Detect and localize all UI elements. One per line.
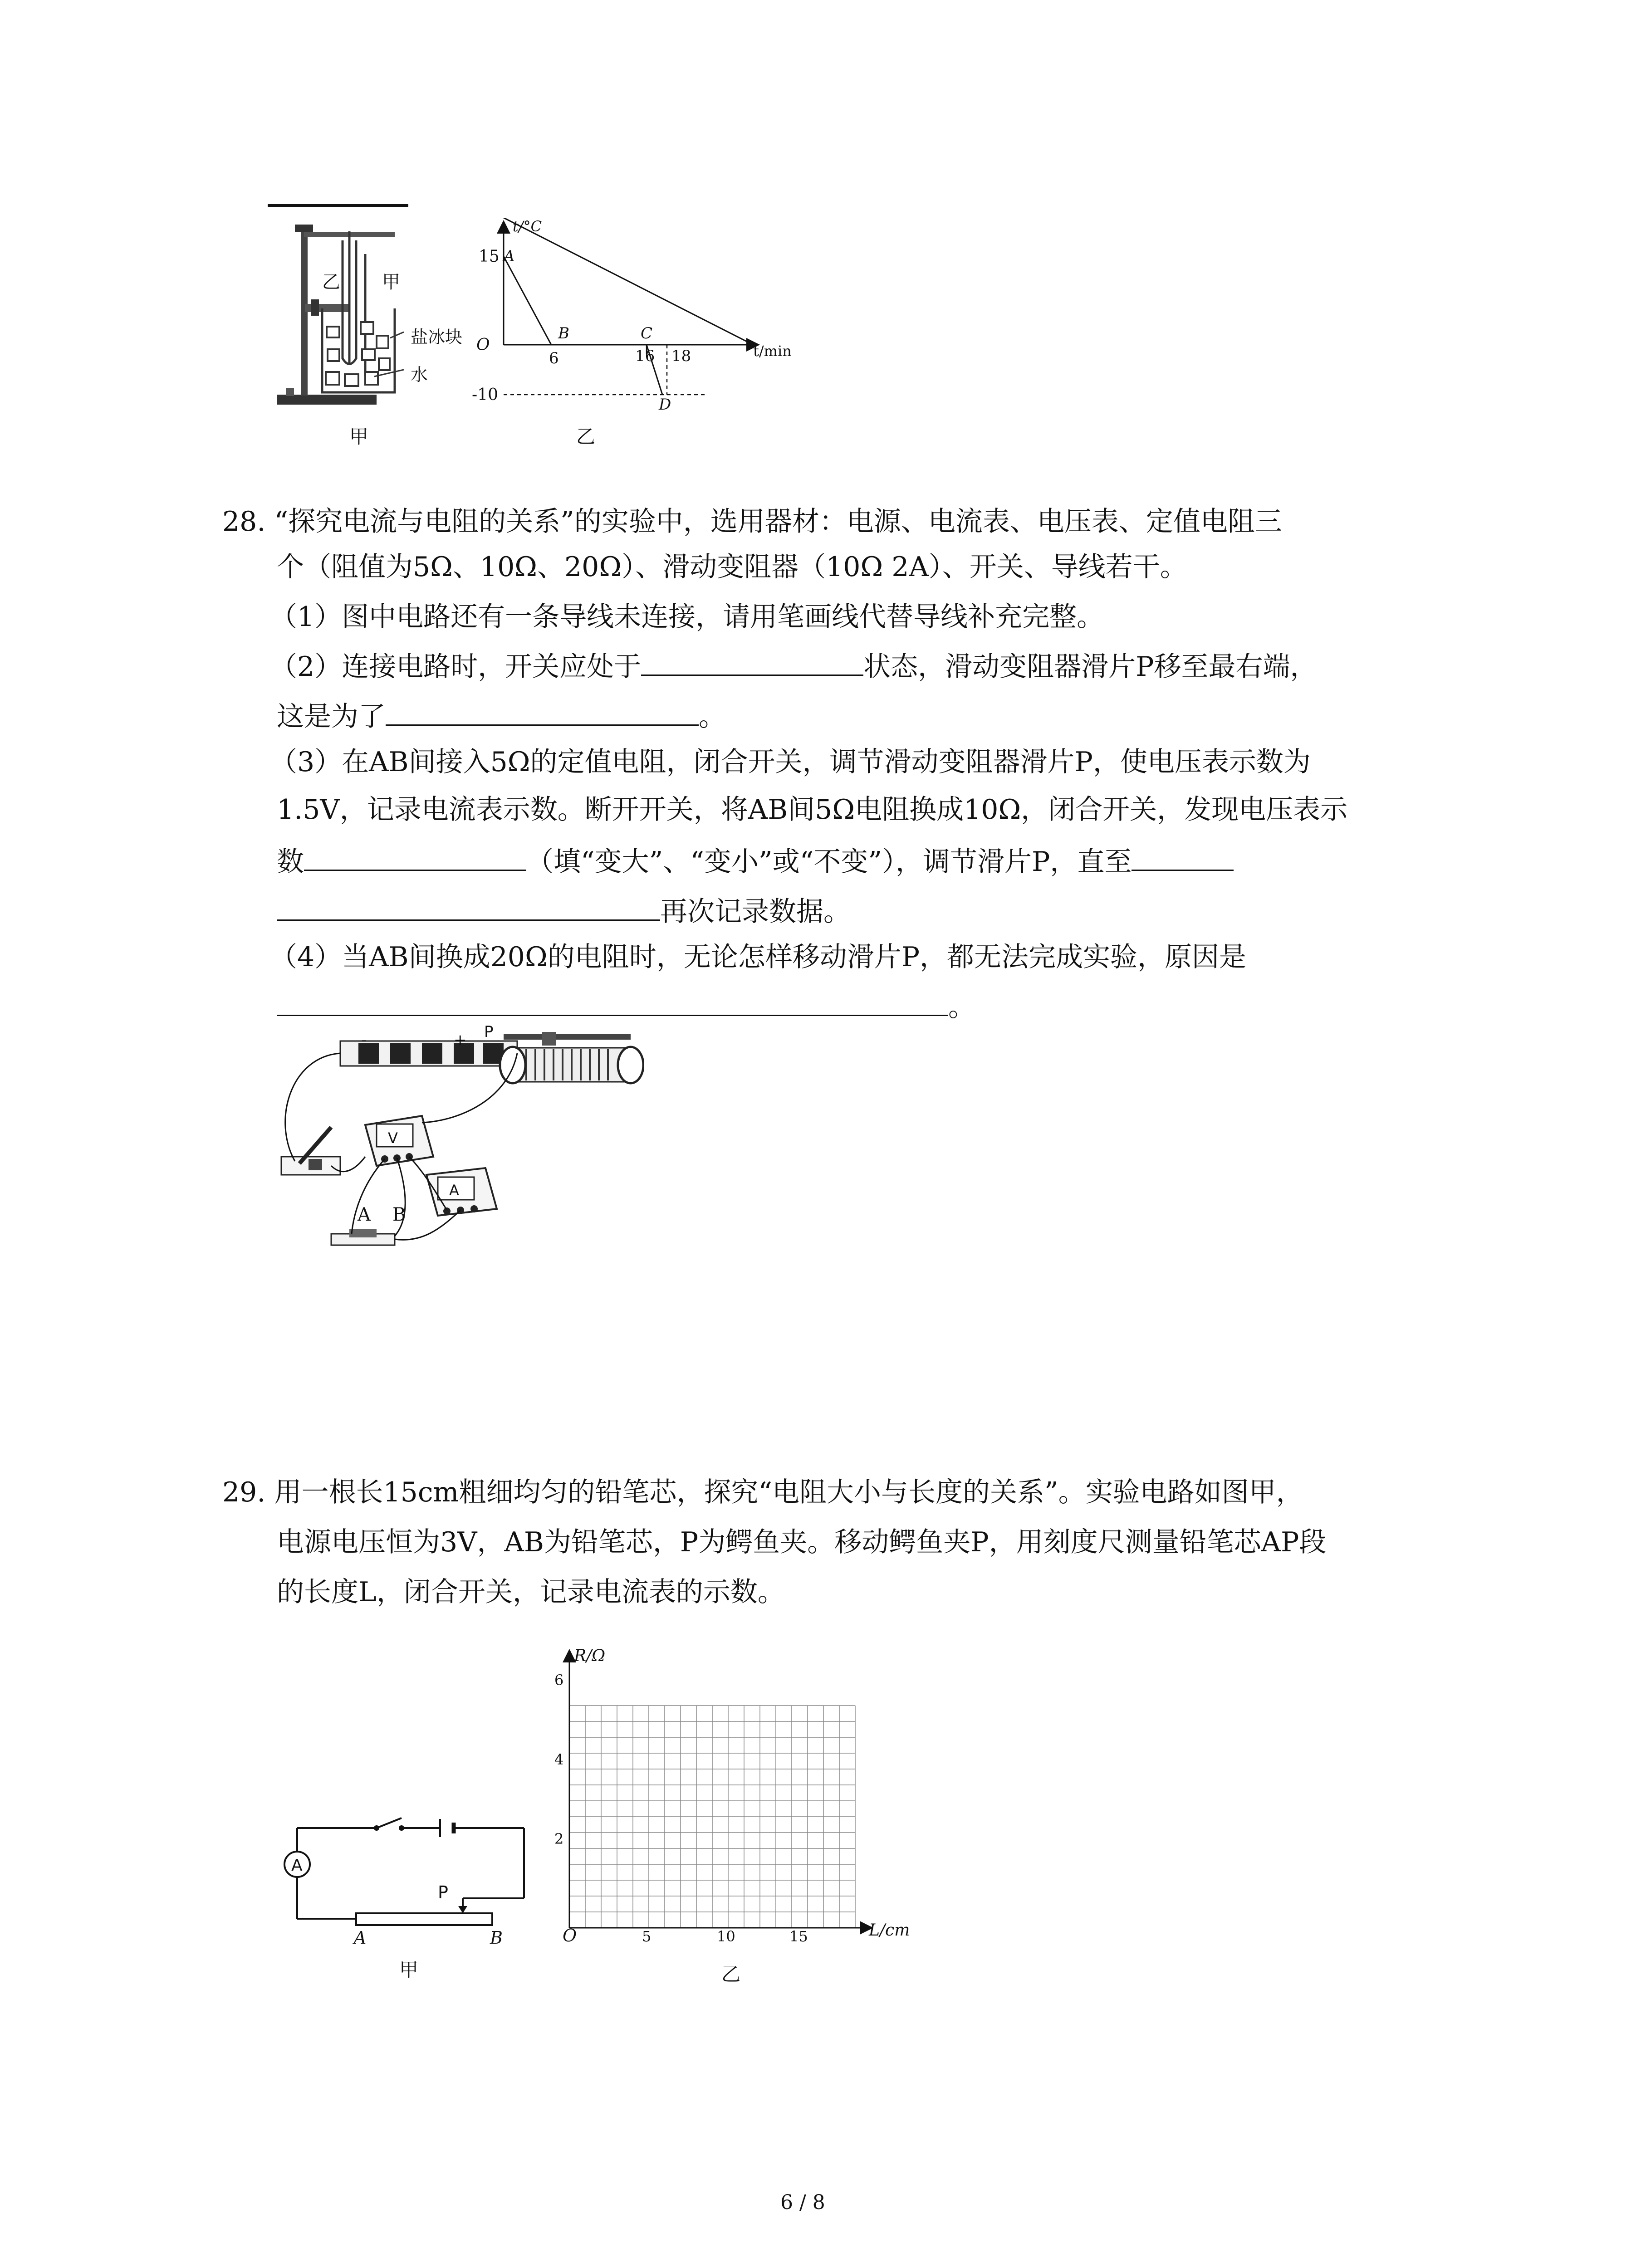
q29-circuit-figure	[272, 1810, 544, 1960]
q29-y-tick-6: 6	[554, 1672, 564, 1689]
terminal-B-label: B	[392, 1204, 406, 1225]
q28-part-3-line-1: （3）在AB间接入5Ω的定值电阻，闭合开关，调节滑动变阻器滑片P，使电压表示数为	[270, 746, 1311, 778]
q28-stem-line-1: 28. “探究电流与电阻的关系”的实验中，选用器材：电源、电流表、电压表、定值电阻三	[222, 506, 1282, 538]
point-B-label: B	[558, 324, 569, 342]
y-axis-label: t/°C	[513, 218, 542, 235]
q28-part-1: （1）图中电路还有一条导线未连接，请用笔画线代替导线补充完整。	[270, 601, 1104, 633]
page-number: 6 / 8	[780, 2191, 825, 2214]
q29-line-2: 电源电压恒为3V，AB为铅笔芯，P为鳄鱼夹。移动鳄鱼夹P，用刻度尺测量铅笔芯AP段	[277, 1526, 1327, 1558]
y-tick-15: 15	[479, 247, 500, 266]
figure-caption-yi: 乙	[576, 425, 596, 448]
point-C-label: C	[641, 324, 653, 342]
q29-x-axis-label: L/cm	[869, 1921, 910, 1940]
battery-plus-label: +	[454, 1031, 467, 1049]
answer-blank-until-b[interactable]	[277, 891, 660, 921]
point-A-label: A	[504, 247, 515, 265]
q29-x-tick-15: 15	[789, 1928, 808, 1945]
q28-part-4-line-2	[277, 987, 975, 1025]
q28-part-2-text-b: 状态，滑动变阻器滑片P移至最右端，	[863, 651, 1318, 683]
q28-part-2-line-1	[270, 646, 1318, 685]
terminal-A-label: A	[358, 1204, 371, 1225]
ammeter-symbol: A	[449, 1182, 459, 1199]
q28-circuit-figure	[272, 1030, 644, 1266]
q29-x-tick-5: 5	[642, 1928, 652, 1945]
rheostat-slider-label: P	[484, 1023, 494, 1041]
label-salt-ice: 盐冰块	[411, 327, 463, 347]
q29-clip-label: P	[438, 1882, 448, 1902]
q29-line-1: 29. 用一根长15cm粗细均匀的铅笔芯，探究“电阻大小与长度的关系”。实验电路如图甲，	[222, 1476, 1303, 1508]
q28-part-3-line-2: 1.5V，记录电流表示数。断开开关，将AB间5Ω电阻换成10Ω，闭合开关，发现电压表示	[277, 794, 1348, 826]
q29-ammeter-symbol: A	[291, 1856, 303, 1875]
voltmeter-symbol: V	[388, 1129, 398, 1147]
q28-part-3-text-b: （填“变大”、“变小”或“不变”），调节滑片P，直至	[526, 846, 1132, 878]
q28-part-2-text-c: 这是为了	[277, 701, 386, 733]
q29-x-tick-10: 10	[717, 1928, 735, 1945]
temperature-time-graph	[472, 218, 798, 431]
battery-minus-label: -	[361, 1031, 367, 1049]
q28-part-2-line-2	[277, 696, 726, 735]
label-jia: 甲	[382, 272, 400, 293]
q29-terminal-A: A	[354, 1928, 367, 1948]
y-tick-neg10: -10	[472, 386, 498, 404]
answer-blank-switch-state[interactable]	[641, 646, 863, 676]
q28-part-3-line-4	[277, 891, 851, 930]
q28-part-2-end: 。	[699, 701, 726, 733]
answer-blank-until-a[interactable]	[1132, 841, 1234, 871]
q29-terminal-B: B	[490, 1928, 503, 1948]
answer-blank-purpose[interactable]	[386, 696, 699, 726]
q29-caption-jia: 甲	[399, 1959, 419, 1981]
q29-origin-label: O	[563, 1926, 577, 1945]
q29-y-tick-2: 2	[554, 1830, 564, 1848]
label-yi: 乙	[322, 272, 340, 293]
x-axis-label: t/min	[753, 342, 792, 360]
q29-y-axis-label: R/Ω	[574, 1647, 606, 1665]
q28-part-3-text-a: 数	[277, 846, 304, 878]
q28-part-3-line-3	[277, 841, 1234, 880]
x-tick-18: 18	[671, 347, 691, 365]
answer-blank-voltmeter-change[interactable]	[304, 841, 526, 871]
answer-blank-reason[interactable]	[277, 987, 948, 1016]
q29-y-tick-4: 4	[554, 1751, 564, 1768]
origin-label: O	[476, 336, 490, 354]
x-tick-16: 16	[635, 347, 655, 365]
q28-part-4-end: 。	[948, 991, 975, 1023]
q29-caption-yi: 乙	[721, 1963, 741, 1985]
figure-caption-jia: 甲	[349, 425, 369, 448]
q28-part-3-text-c: 再次记录数据。	[660, 896, 851, 928]
x-tick-6: 6	[549, 349, 559, 367]
q28-stem-line-2: 个（阻值为5Ω、10Ω、20Ω）、滑动变阻器（10Ω 2A）、开关、导线若干。	[277, 551, 1187, 583]
q28-part-2-text-a: （2）连接电路时，开关应处于	[270, 651, 642, 683]
label-water: 水	[411, 365, 428, 385]
point-D-label: D	[659, 396, 671, 414]
q29-line-3: 的长度L，闭合开关，记录电流表的示数。	[277, 1576, 785, 1608]
q29-resistance-length-grid	[531, 1647, 921, 1964]
answer-blank-line	[268, 204, 408, 207]
q28-part-4-line-1: （4）当AB间换成20Ω的电阻时，无论怎样移动滑片P，都无法完成实验，原因是	[270, 941, 1247, 973]
